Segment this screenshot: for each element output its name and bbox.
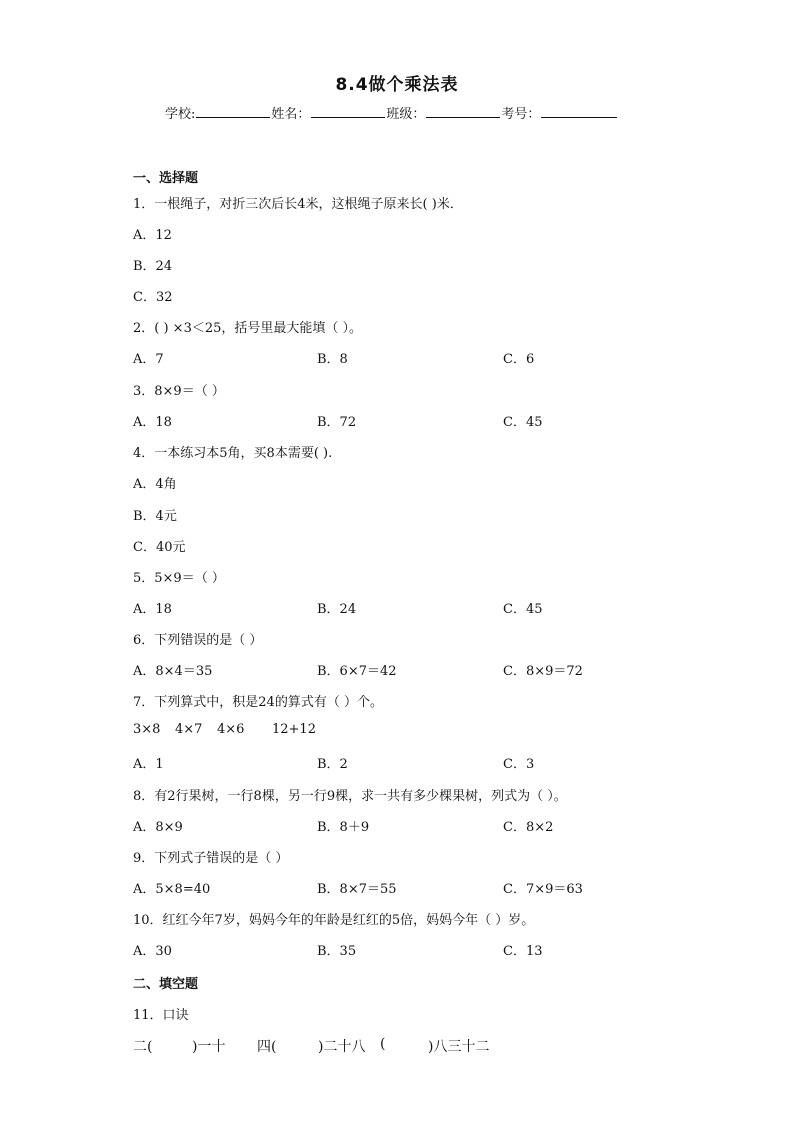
q6-option-c[interactable]: C．8×9＝72 [503, 664, 583, 679]
q7-expression: 12+12 [272, 722, 316, 737]
exam-number-label: 考号： [501, 107, 541, 122]
question-4: 4．一本练习本5角，买8本需要( ). [133, 446, 333, 461]
q11-blank-1-rest: )一十 [192, 1039, 226, 1055]
q11-blank-1: 二( [133, 1039, 153, 1055]
q4-option-a[interactable]: A．4角 [133, 477, 177, 492]
q4-option-b[interactable]: B．4元 [133, 509, 177, 524]
q1-option-b[interactable]: B．24 [133, 259, 173, 274]
q2-option-a[interactable]: A．7 [133, 352, 164, 367]
class-blank[interactable] [426, 104, 500, 118]
q11-blank-2-rest: )二十八 [318, 1039, 366, 1055]
q11-blank-3: ( [380, 1036, 386, 1052]
exam-number-blank[interactable] [541, 104, 617, 118]
question-11: 11．口诀 [133, 1008, 189, 1023]
q3-option-b[interactable]: B．72 [317, 415, 357, 430]
school-label: 学校: [165, 107, 196, 122]
q9-option-b[interactable]: B．8×7＝55 [317, 882, 397, 897]
q5-option-a[interactable]: A．18 [133, 602, 172, 617]
q6-option-a[interactable]: A．8×4＝35 [133, 664, 213, 679]
section-heading-fill: 二、填空题 [133, 977, 199, 992]
question-6: 6．下列错误的是（ ） [133, 633, 263, 648]
question-7: 7．下列算式中，积是24的算式有（ ）个。 [133, 695, 383, 710]
q5-option-c[interactable]: C．45 [503, 602, 543, 617]
question-10: 10．红红今年7岁，妈妈今年的年龄是红红的5倍，妈妈今年（ ）岁。 [133, 913, 535, 928]
q5-option-b[interactable]: B．24 [317, 602, 357, 617]
question-1: 1．一根绳子，对折三次后长4米，这根绳子原来长( )米． [133, 197, 463, 212]
q1-option-a[interactable]: A．12 [133, 228, 172, 243]
q8-option-a[interactable]: A．8×9 [133, 820, 183, 835]
q10-option-a[interactable]: A．30 [133, 944, 172, 959]
question-5: 5．5×9＝（ ） [133, 571, 225, 586]
school-blank[interactable] [196, 104, 270, 118]
q9-option-a[interactable]: A．5×8=40 [133, 882, 211, 897]
page-title: 8.4做个乘法表 [335, 75, 459, 95]
question-3: 3．8×9＝（ ） [133, 384, 225, 399]
name-label: 姓名： [271, 107, 311, 122]
q11-blank-3-rest: )八三十二 [428, 1039, 490, 1055]
q7-option-a[interactable]: A．1 [133, 757, 164, 772]
q2-option-c[interactable]: C．6 [503, 352, 535, 367]
q10-option-b[interactable]: B．35 [317, 944, 357, 959]
q2-option-b[interactable]: B．8 [317, 352, 348, 367]
q9-option-c[interactable]: C．7×9＝63 [503, 882, 583, 897]
question-2: 2．( ) ×3＜25，括号里最大能填（ ）。 [133, 321, 363, 336]
question-8: 8．有2行果树，一行8棵，另一行9棵，求一共有多少棵果树，列式为（ ）。 [133, 789, 567, 804]
q3-option-a[interactable]: A．18 [133, 415, 172, 430]
q6-option-b[interactable]: B．6×7＝42 [317, 664, 397, 679]
q8-option-b[interactable]: B．8＋9 [317, 820, 370, 835]
q3-option-c[interactable]: C．45 [503, 415, 543, 430]
q7-expression: 3×8 [133, 722, 161, 737]
q4-option-c[interactable]: C．40元 [133, 540, 186, 555]
q7-option-b[interactable]: B．2 [317, 757, 348, 772]
q7-expression: 4×7 [175, 722, 203, 737]
class-label: 班级： [386, 107, 426, 122]
q10-option-c[interactable]: C．13 [503, 944, 543, 959]
q7-expression: 4×6 [217, 722, 245, 737]
name-blank[interactable] [311, 104, 385, 118]
q7-option-c[interactable]: C．3 [503, 757, 535, 772]
question-9: 9．下列式子错误的是（ ） [133, 851, 289, 866]
q8-option-c[interactable]: C．8×2 [503, 820, 554, 835]
student-info-line [165, 103, 618, 122]
q11-blank-2: 四( [257, 1039, 277, 1055]
section-heading-choice: 一、选择题 [133, 171, 199, 186]
q1-option-c[interactable]: C．32 [133, 290, 173, 305]
